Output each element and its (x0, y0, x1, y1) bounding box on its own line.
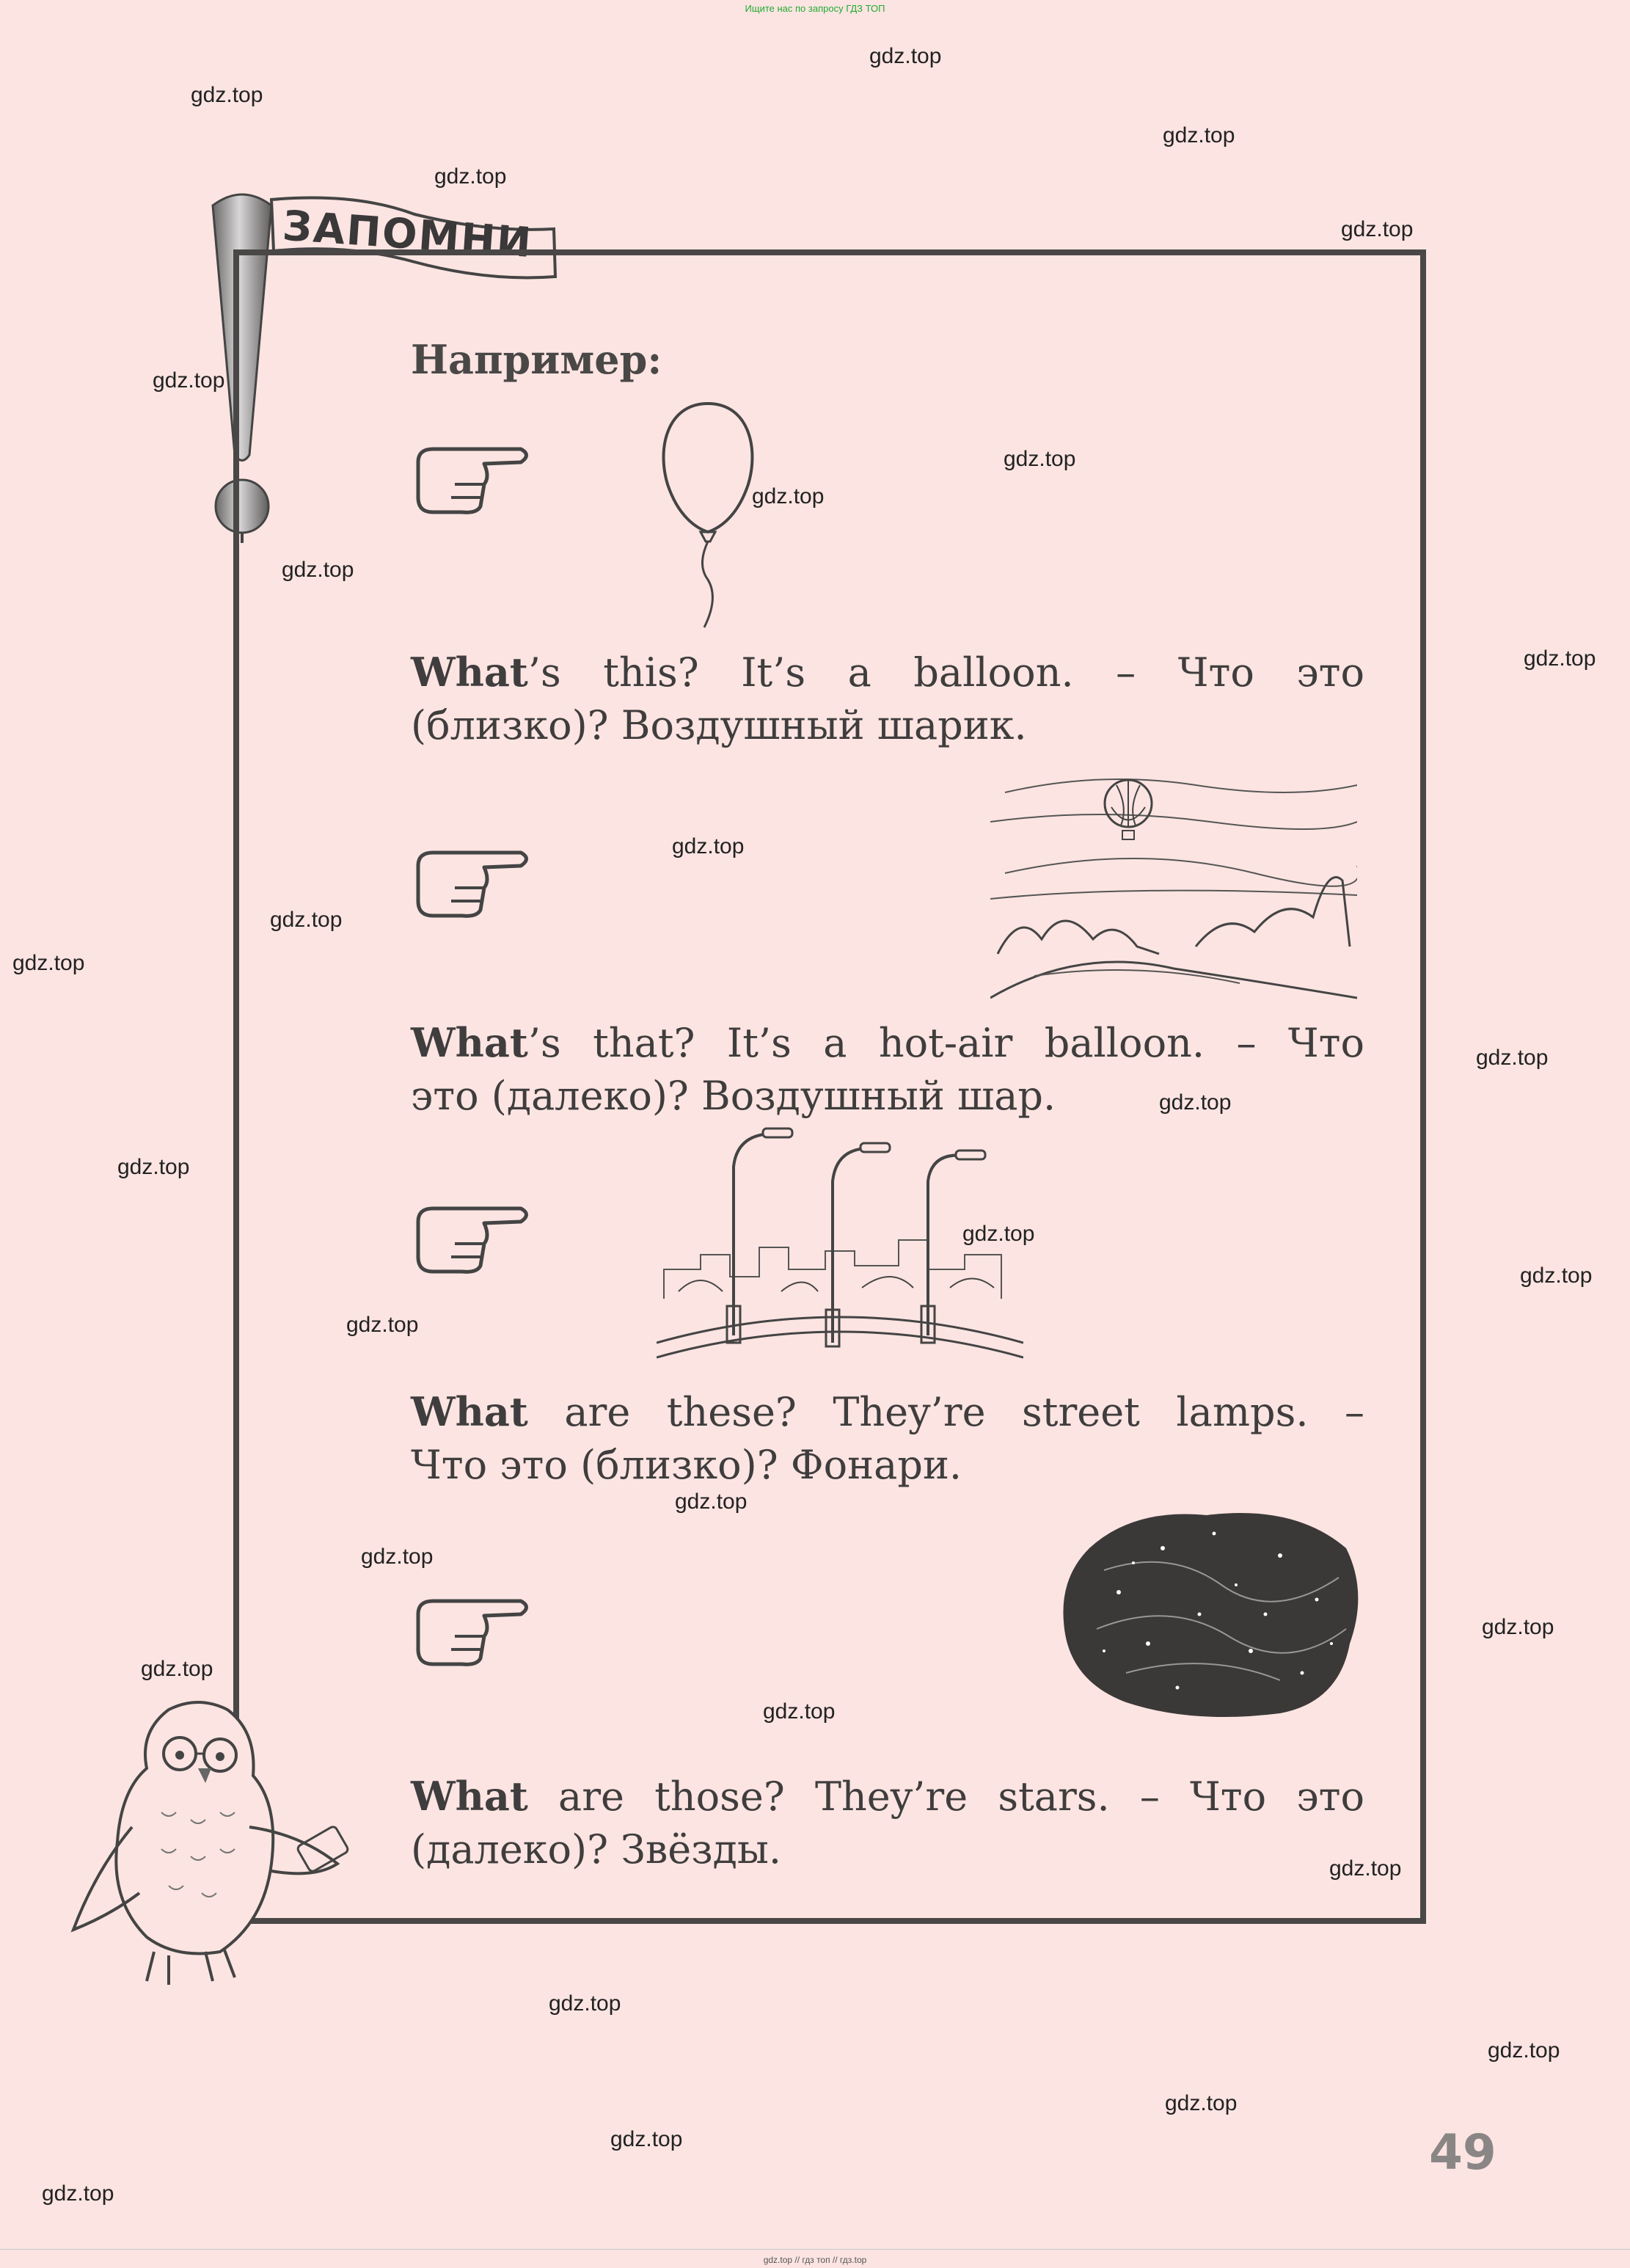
watermark: gdz.top (962, 1222, 1035, 1246)
example-3-line2: Что это (близко)? Фонари. (411, 1442, 962, 1488)
owl-illustration (59, 1680, 381, 2003)
watermark: gdz.top (361, 1545, 434, 1569)
footer-divider (0, 2249, 1630, 2250)
watermark: gdz.top (1163, 123, 1235, 147)
page-number: 49 (1429, 2124, 1496, 2181)
example-4-line2: (далеко)? Звёзды. (411, 1826, 782, 1873)
watermark: gdz.top (1329, 1856, 1402, 1881)
example-1-word: What (411, 649, 528, 696)
example-3 (411, 1385, 1364, 1492)
watermark: gdz.top (675, 1489, 748, 1514)
watermark: gdz.top (1524, 646, 1596, 671)
pointing-hand-icon (411, 440, 536, 521)
example-3-word: What (411, 1388, 528, 1435)
example-2-line2: это (далеко)? Воздушный шар. (411, 1073, 1056, 1119)
top-banner[interactable]: Ищите нас по запросу ГДЗ ТОП (745, 3, 885, 14)
watermark: gdz.top (270, 908, 343, 932)
example-4-line1: are those? They’re stars. – Что это (527, 1773, 1364, 1820)
balloon-icon (653, 396, 763, 631)
watermark: gdz.top (282, 558, 354, 582)
sticker-label: ЗАПОМНИ (281, 202, 534, 268)
watermark: gdz.top (141, 1657, 213, 1681)
footer-text[interactable]: gdz.top // гдз топ // гдз.top (763, 2255, 867, 2265)
watermark: gdz.top (1482, 1615, 1554, 1639)
example-2-line1: ’s that? It’s a hot-air balloon. – Что (527, 1020, 1364, 1066)
watermark: gdz.top (434, 164, 507, 189)
example-4-word: What (411, 1773, 528, 1820)
pointing-hand-icon (411, 1592, 536, 1673)
watermark: gdz.top (763, 1699, 836, 1724)
example-1-line2: (близко)? Воздушный шарик. (411, 702, 1027, 748)
watermark: gdz.top (610, 2127, 683, 2151)
example-2-word: What (411, 1019, 528, 1066)
watermark: gdz.top (191, 83, 263, 107)
watermark: gdz.top (1476, 1046, 1549, 1070)
hot-air-balloon-landscape (990, 763, 1357, 1005)
footer (0, 2255, 1630, 2265)
example-3-line1: are these? They’re street lamps. – (527, 1389, 1364, 1435)
watermark: gdz.top (1159, 1090, 1232, 1115)
watermark: gdz.top (1165, 2091, 1238, 2115)
watermark: gdz.top (1341, 217, 1414, 241)
heading: Например: (411, 336, 662, 383)
pointing-hand-icon (411, 1200, 536, 1280)
watermark: gdz.top (1520, 1264, 1593, 1288)
watermark: gdz.top (1488, 2038, 1560, 2063)
watermark: gdz.top (869, 44, 942, 68)
watermark: gdz.top (346, 1313, 419, 1337)
example-1-line1: ’s this? It’s a balloon. – Что это (527, 649, 1364, 696)
watermark: gdz.top (1004, 447, 1076, 471)
watermark: gdz.top (117, 1155, 190, 1179)
night-sky-stars-illustration (1060, 1504, 1361, 1724)
watermark: gdz.top (153, 368, 225, 393)
watermark: gdz.top (672, 834, 745, 858)
watermark: gdz.top (12, 951, 85, 975)
example-1 (411, 646, 1364, 752)
watermark: gdz.top (42, 2181, 114, 2206)
pointing-hand-icon (411, 844, 536, 925)
example-4 (411, 1770, 1364, 1876)
street-lamps-illustration (657, 1123, 1023, 1372)
watermark: gdz.top (549, 1991, 621, 2016)
watermark: gdz.top (752, 484, 825, 508)
